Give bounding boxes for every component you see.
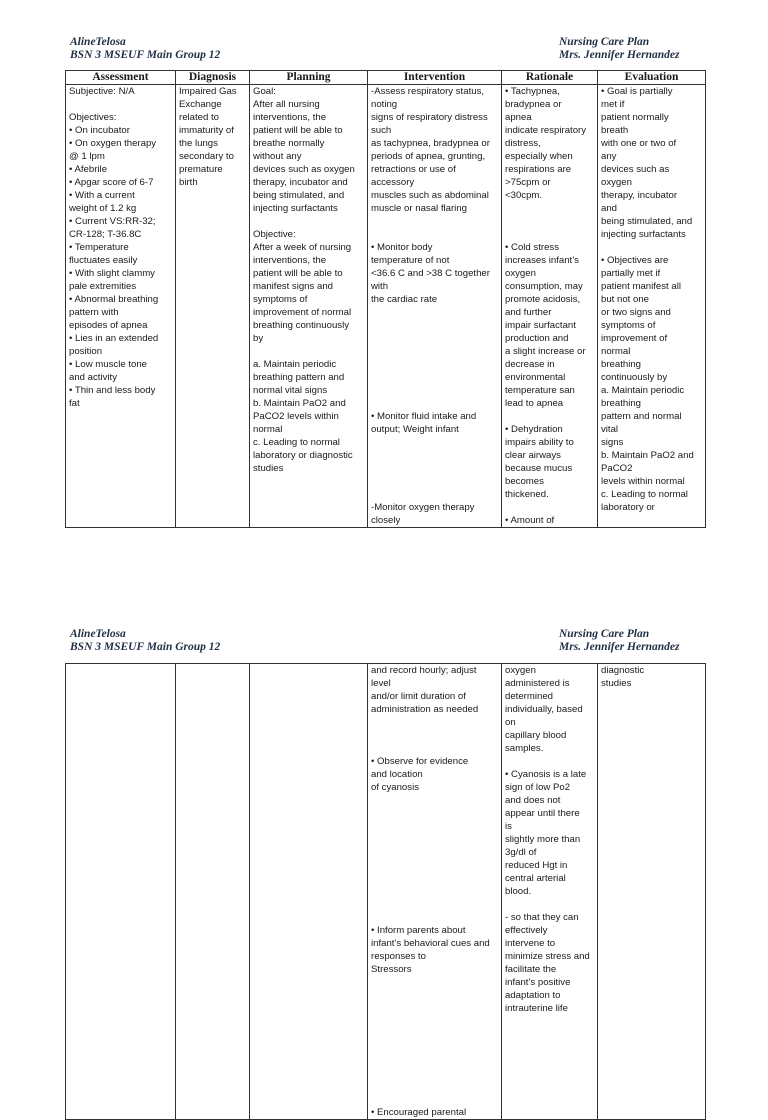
cell-text-line: oxygen	[505, 665, 536, 676]
blank-line	[371, 820, 498, 833]
cell-text-line: closely	[371, 515, 401, 526]
cell-text-line: any	[601, 151, 617, 162]
cell-text-line: - so that they can	[505, 912, 579, 923]
cell-text-line: clear airways	[505, 450, 561, 461]
blank-line	[371, 319, 498, 332]
cell-text-line: and	[601, 203, 618, 214]
cell-text-line: • Cyanosis is a late	[505, 769, 587, 780]
cell-text-line: and/or limit duration of	[371, 691, 466, 702]
cell-text-line: breathing continuously	[253, 320, 350, 331]
cell-text-line: Goal:	[253, 86, 276, 97]
cell-text-line: decrease in	[505, 359, 555, 370]
blank-line	[371, 306, 498, 319]
cell-text-line: periods of apnea, grunting,	[371, 151, 486, 162]
cell-text-line: impair surfactant	[505, 320, 576, 331]
cell-text-line: partially met if	[601, 268, 661, 279]
group-label: BSN 3 MSEUF Main Group 12	[70, 49, 221, 61]
blank-line	[505, 501, 594, 514]
cell-text-line: pattern and normal	[601, 411, 682, 422]
cell-text-line: and record hourly; adjust	[371, 665, 477, 676]
cell-text-line: blood.	[505, 886, 532, 897]
cell-text-line: accessory	[371, 177, 415, 188]
cell-text-line: levels within normal	[601, 476, 685, 487]
cell-text-line: bradypnea or	[505, 99, 562, 110]
cell-text-line: signs	[601, 437, 624, 448]
blank-line	[505, 410, 594, 423]
cell-text-line: pattern with	[69, 307, 119, 318]
cell-text-line: secondary to	[179, 151, 234, 162]
cell-text-line: PaCO2	[601, 463, 633, 474]
cell-text-line: <36.6 C and >38 C together	[371, 268, 490, 279]
blank-line	[371, 885, 498, 898]
blank-line	[371, 1080, 498, 1093]
blank-line	[371, 228, 498, 241]
cell-text-line: improvement of normal	[253, 307, 352, 318]
cell-text-line: PaCO2 levels within	[253, 411, 339, 422]
cell-text-line: impairs ability to	[505, 437, 574, 448]
blank-line	[371, 989, 498, 1002]
cell-text-line: and location	[371, 769, 423, 780]
cell-text-line: manifest signs and	[253, 281, 333, 292]
blank-line	[371, 898, 498, 911]
blank-line	[371, 397, 498, 410]
cell-text-line: • Tachypnea,	[505, 86, 560, 97]
blank-line	[371, 384, 498, 397]
blank-line	[371, 1028, 498, 1041]
cell-text-line: continuously by	[601, 372, 668, 383]
cell-text-line: breath	[601, 125, 629, 136]
cell-text-line: <30cpm.	[505, 190, 543, 201]
cell-text-line: devices such as	[601, 164, 670, 175]
cell-text-line: Objectives:	[69, 112, 117, 123]
blank-line	[371, 976, 498, 989]
cell-text-line: normal	[601, 346, 631, 357]
evaluation-cell	[598, 85, 706, 528]
cell-text-line: temperature san	[505, 385, 575, 396]
blank-line	[371, 488, 498, 501]
blank-line	[371, 1002, 498, 1015]
cell-text-line: is	[505, 821, 512, 832]
cell-text-line: reduced Hgt in	[505, 860, 568, 871]
cell-text-line: premature	[179, 164, 223, 175]
cell-text-line: • With a current	[69, 190, 135, 201]
cell-text-line: and does not	[505, 795, 561, 806]
cell-text-line: weight of 1.2 kg	[69, 203, 137, 214]
cell-text-line: of cyanosis	[371, 782, 419, 793]
cell-text-line: c. Leading to normal	[601, 489, 688, 500]
blank-line	[371, 742, 498, 755]
cell-text-line: studies	[253, 463, 284, 474]
cell-text-line: becomes	[505, 476, 544, 487]
planning-cell	[250, 664, 368, 1120]
cell-text-line: • On incubator	[69, 125, 130, 136]
cell-text-line: immaturity of	[179, 125, 234, 136]
cell-text-line: -Assess respiratory status,	[371, 86, 485, 97]
cell-text-line: • Afebrile	[69, 164, 108, 175]
author-name: AlineTelosa	[70, 36, 126, 48]
cell-text-line: b. Maintain PaO2 and	[601, 450, 694, 461]
column-header-assessment: Assessment	[66, 71, 176, 85]
document-title: Nursing Care Plan	[559, 628, 650, 640]
diagnosis-cell	[176, 664, 250, 1120]
cell-text-line: or two signs and	[601, 307, 671, 318]
cell-text-line: adaptation to	[505, 990, 561, 1001]
cell-text-line: muscles such as abdominal	[371, 190, 489, 201]
cell-text-line: a slight increase or	[505, 346, 586, 357]
cell-text-line: distress,	[505, 138, 541, 149]
cell-text-line: apnea	[505, 112, 532, 123]
table-row	[66, 85, 706, 528]
blank-line	[601, 241, 702, 254]
cell-text-line: oxygen	[601, 177, 632, 188]
cell-text-line: • Cold stress	[505, 242, 560, 253]
instructor-name: Mrs. Jennifer Hernandez	[559, 641, 680, 653]
author-name: AlineTelosa	[70, 628, 126, 640]
cell-text-line: • Encouraged parental	[371, 1107, 467, 1118]
cell-text-line: normal	[253, 424, 283, 435]
blank-line	[371, 872, 498, 885]
cell-text-line: laboratory or diagnostic	[253, 450, 353, 461]
cell-text-line: breathing	[601, 398, 642, 409]
blank-line	[505, 202, 594, 215]
cell-text-line: oxygen	[505, 268, 536, 279]
cell-text-line: • Temperature	[69, 242, 129, 253]
cell-text-line: promote acidosis,	[505, 294, 581, 305]
blank-line	[371, 358, 498, 371]
cell-text-line: • On oxygen therapy	[69, 138, 157, 149]
cell-text-line: intrauterine life	[505, 1003, 568, 1014]
cell-text-line: symptoms of	[253, 294, 308, 305]
cell-text-line: laboratory or	[601, 502, 655, 513]
cell-text-line: c. Leading to normal	[253, 437, 340, 448]
cell-text-line: indicate respiratory	[505, 125, 587, 136]
cell-text-line: but not one	[601, 294, 650, 305]
intervention-cell	[368, 664, 502, 1120]
cell-text-line: fat	[69, 398, 80, 409]
cell-text-line: • Objectives are	[601, 255, 669, 266]
blank-line	[371, 449, 498, 462]
blank-line	[371, 833, 498, 846]
cell-text-line: diagnostic	[601, 665, 645, 676]
cell-text-line: devices such as oxygen	[253, 164, 355, 175]
cell-text-line: episodes of apnea	[69, 320, 148, 331]
cell-text-line: because mucus	[505, 463, 573, 474]
blank-line	[371, 462, 498, 475]
cell-text-line: thickened.	[505, 489, 549, 500]
cell-text-line: b. Maintain PaO2 and	[253, 398, 346, 409]
document-page-2	[0, 596, 768, 1118]
column-header-planning: Planning	[250, 71, 368, 85]
blank-line	[371, 1067, 498, 1080]
cell-text-line: patient will be able to	[253, 268, 343, 279]
cell-text-line: >75cpm or	[505, 177, 551, 188]
cell-text-line: After a week of nursing	[253, 242, 352, 253]
cell-text-line: administered is	[505, 678, 570, 689]
table-row	[66, 664, 706, 1120]
cell-text-line: interventions, the	[253, 255, 327, 266]
cell-text-line: intervene to	[505, 938, 556, 949]
cell-text-line: environmental	[505, 372, 566, 383]
cell-text-line: without any	[253, 151, 302, 162]
intervention-cell	[368, 85, 502, 528]
cell-text-line: noting	[371, 99, 398, 110]
cell-text-line: related to	[179, 112, 220, 123]
rationale-cell	[502, 664, 598, 1120]
cell-text-line: • Lies in an extended	[69, 333, 159, 344]
cell-text-line: appear until there	[505, 808, 580, 819]
cell-text-line: temperature of not	[371, 255, 450, 266]
cell-text-line: therapy, incubator and	[253, 177, 348, 188]
cell-text-line: especially when	[505, 151, 573, 162]
cell-text-line: individually, based	[505, 704, 583, 715]
cell-text-line: position	[69, 346, 103, 357]
cell-text-line: patient normally	[601, 112, 669, 123]
blank-line	[371, 1041, 498, 1054]
cell-text-line: central arterial	[505, 873, 566, 884]
table-header-row	[66, 71, 706, 85]
cell-text-line: capillary blood	[505, 730, 567, 741]
blank-line	[505, 228, 594, 241]
rationale-cell	[502, 85, 598, 528]
cell-text-line: vital	[601, 424, 619, 435]
cell-text-line: Stressors	[371, 964, 412, 975]
blank-line	[69, 98, 172, 111]
cell-text-line: pale extremities	[69, 281, 137, 292]
cell-text-line: infant’s positive	[505, 977, 571, 988]
cell-text-line: and activity	[69, 372, 117, 383]
cell-text-line: • Inform parents about	[371, 925, 466, 936]
cell-text-line: birth	[179, 177, 198, 188]
cell-text-line: • Monitor body	[371, 242, 433, 253]
cell-text-line: @ 1 lpm	[69, 151, 105, 162]
cell-text-line: Impaired Gas	[179, 86, 237, 97]
planning-cell	[250, 85, 368, 528]
cell-text-line: patient will be able to	[253, 125, 343, 136]
cell-text-line: studies	[601, 678, 632, 689]
cell-text-line: patient manifest all	[601, 281, 681, 292]
column-header-rationale: Rationale	[502, 71, 598, 85]
care-plan-table-continued	[65, 663, 706, 1120]
blank-line	[505, 755, 594, 768]
blank-line	[253, 215, 364, 228]
blank-line	[371, 332, 498, 345]
cell-text-line: CR-128; T-36.8C	[69, 229, 142, 240]
cell-text-line: respirations are	[505, 164, 572, 175]
cell-text-line: administration as needed	[371, 704, 479, 715]
document-title: Nursing Care Plan	[559, 36, 650, 48]
cell-text-line: muscle or nasal flaring	[371, 203, 467, 214]
cell-text-line: such	[371, 125, 392, 136]
cell-text-line: • With slight clammy	[69, 268, 155, 279]
cell-text-line: with	[371, 281, 389, 292]
cell-text-line: Objective:	[253, 229, 296, 240]
blank-line	[371, 1015, 498, 1028]
cell-text-line: symptoms of	[601, 320, 656, 331]
assessment-cell	[66, 85, 176, 528]
cell-text-line: • Apgar score of 6-7	[69, 177, 154, 188]
cell-text-line: a. Maintain periodic	[253, 359, 337, 370]
cell-text-line: • Low muscle tone	[69, 359, 148, 370]
cell-text-line: • Current VS:RR-32;	[69, 216, 156, 227]
cell-text-line: fluctuates easily	[69, 255, 138, 266]
cell-text-line: the cardiac rate	[371, 294, 438, 305]
blank-line	[505, 215, 594, 228]
blank-line	[371, 475, 498, 488]
blank-line	[371, 1054, 498, 1067]
cell-text-line: with one or two of	[601, 138, 677, 149]
cell-text-line: lead to apnea	[505, 398, 564, 409]
cell-text-line: After all nursing	[253, 99, 320, 110]
column-header-evaluation: Evaluation	[598, 71, 706, 85]
cell-text-line: met if	[601, 99, 625, 110]
cell-text-line: and further	[505, 307, 552, 318]
cell-text-line: • Observe for evidence	[371, 756, 469, 767]
column-header-intervention: Intervention	[368, 71, 502, 85]
blank-line	[371, 859, 498, 872]
cell-text-line: • Goal is partially	[601, 86, 673, 97]
cell-text-line: injecting surfactants	[253, 203, 338, 214]
cell-text-line: increases infant’s	[505, 255, 579, 266]
diagnosis-cell	[176, 85, 250, 528]
cell-text-line: therapy, incubator	[601, 190, 678, 201]
blank-line	[371, 807, 498, 820]
cell-text-line: retractions or use of	[371, 164, 456, 175]
cell-text-line: sign of low Po2	[505, 782, 571, 793]
cell-text-line: -Monitor oxygen therapy	[371, 502, 475, 513]
cell-text-line: interventions, the	[253, 112, 327, 123]
blank-line	[371, 436, 498, 449]
cell-text-line: consumption, may	[505, 281, 583, 292]
blank-line	[371, 911, 498, 924]
cell-text-line: facilitate the	[505, 964, 557, 975]
blank-line	[371, 215, 498, 228]
care-plan-table	[65, 70, 706, 528]
evaluation-cell	[598, 664, 706, 1120]
cell-text-line: • Dehydration	[505, 424, 563, 435]
blank-line	[371, 846, 498, 859]
blank-line	[371, 371, 498, 384]
cell-text-line: being stimulated, and	[601, 216, 693, 227]
cell-text-line: level	[371, 678, 391, 689]
cell-text-line: the lungs	[179, 138, 218, 149]
cell-text-line: • Amount of	[505, 515, 555, 526]
cell-text-line: on	[505, 717, 516, 728]
cell-text-line: 3g/dl of	[505, 847, 537, 858]
cell-text-line: determined	[505, 691, 553, 702]
cell-text-line: • Monitor fluid intake and	[371, 411, 477, 422]
column-header-diagnosis: Diagnosis	[176, 71, 250, 85]
cell-text-line: breathing pattern and	[253, 372, 345, 383]
cell-text-line: as tachypnea, bradypnea or	[371, 138, 490, 149]
blank-line	[253, 345, 364, 358]
cell-text-line: Subjective: N/A	[69, 86, 135, 97]
assessment-cell	[66, 664, 176, 1120]
cell-text-line: minimize stress and	[505, 951, 590, 962]
blank-line	[505, 898, 594, 911]
blank-line	[371, 345, 498, 358]
cell-text-line: responses to	[371, 951, 426, 962]
blank-line	[371, 794, 498, 807]
cell-text-line: breathing	[601, 359, 642, 370]
cell-text-line: Exchange	[179, 99, 222, 110]
cell-text-line: signs of respiratory distress	[371, 112, 488, 123]
cell-text-line: production and	[505, 333, 569, 344]
cell-text-line: infant’s behavioral cues and	[371, 938, 490, 949]
cell-text-line: breathe normally	[253, 138, 325, 149]
cell-text-line: normal vital signs	[253, 385, 328, 396]
cell-text-line: samples.	[505, 743, 544, 754]
cell-text-line: improvement of	[601, 333, 668, 344]
cell-text-line: • Thin and less body	[69, 385, 156, 396]
cell-text-line: effectively	[505, 925, 548, 936]
cell-text-line: slightly more than	[505, 834, 581, 845]
instructor-name: Mrs. Jennifer Hernandez	[559, 49, 680, 61]
blank-line	[371, 716, 498, 729]
cell-text-line: by	[253, 333, 264, 344]
blank-line	[371, 1093, 498, 1106]
cell-text-line: • Abnormal breathing	[69, 294, 159, 305]
group-label: BSN 3 MSEUF Main Group 12	[70, 641, 221, 653]
cell-text-line: output; Weight infant	[371, 424, 459, 435]
blank-line	[371, 729, 498, 742]
cell-text-line: being stimulated, and	[253, 190, 345, 201]
cell-text-line: injecting surfactants	[601, 229, 686, 240]
cell-text-line: a. Maintain periodic	[601, 385, 685, 396]
